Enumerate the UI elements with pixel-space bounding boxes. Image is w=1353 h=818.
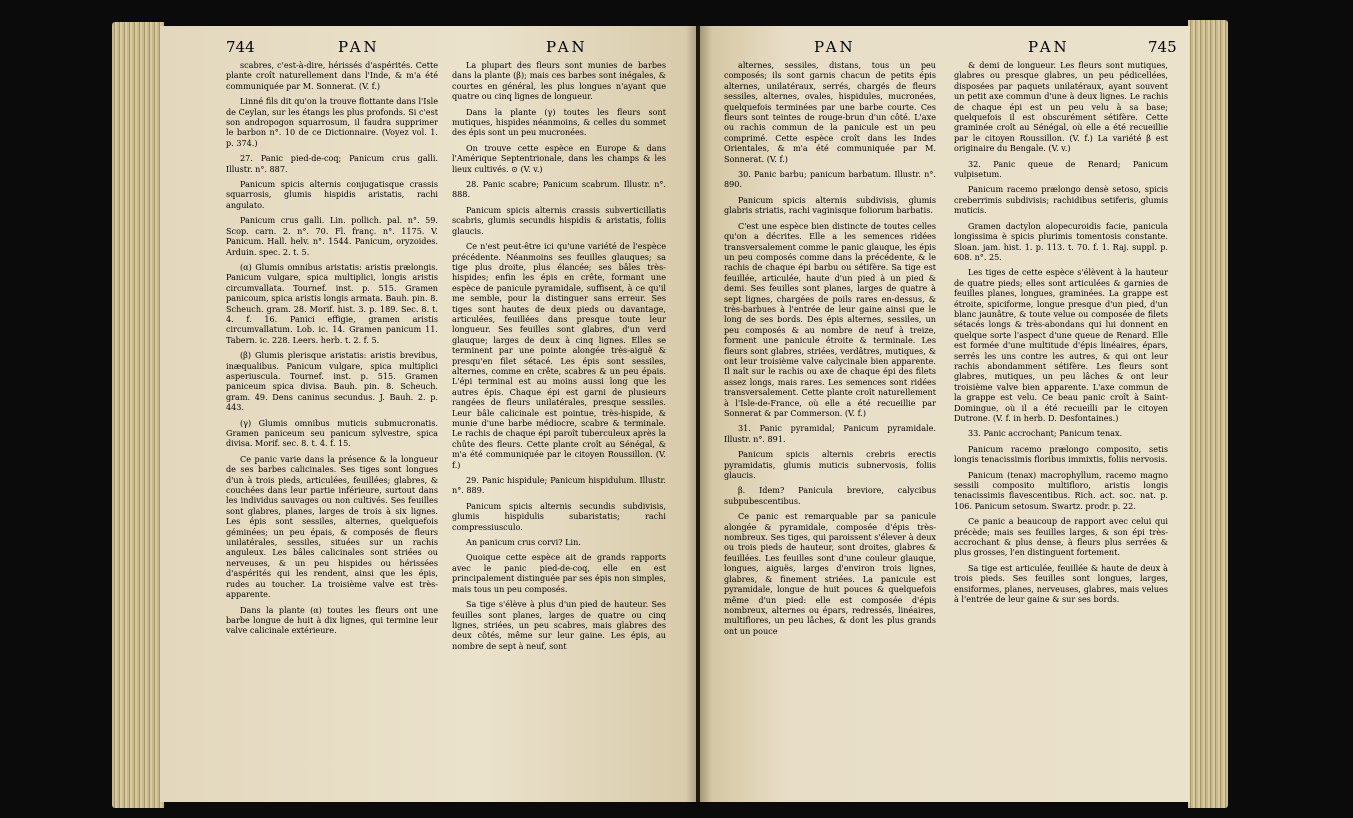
left-column-1 [226, 60, 438, 800]
left-column-2 [452, 60, 666, 800]
paragraph: 32. Panic queue de Renard; Panicum vulpisetum. [954, 158, 1168, 180]
right-column-1 [724, 60, 936, 800]
paragraph: La plupart des fleurs sont munies de barbes dans la plante (β); mais ces barbes sont inégales, & courtes en général, les plus longues n'ayant que quatre ou cinq lignes de longueur. [452, 60, 666, 102]
paragraph: Gramen dactylon alopecuroidis facie, panicula longissima è spicis plurimis tomentosis constante. Sloan. jam. hist. 1. p. 113. t. 70. f. 1. Raj. suppl. p. 608. n°. 25. [954, 220, 1168, 262]
right-running-head-2: PAN [1028, 38, 1070, 56]
paragraph: Ce panic varie dans la présence & la longueur de ses barbes calicinales. Ses tiges sont longues d'un à trois pieds, articulées, feuillées; glabres, & couchées dans leur partie inférieure, surtout dans les individus sauvages ou non cultivés. Ses feuilles sont glabres, planes, larges de trois à six lignes. Les épis sont sessiles, alternes, quelquefois géminées; un peu épais, & composés de fleurs unilatérales, sessiles, situées sur un rachis anguleux. Les bâles calicinales sont striées ou nerveuses, & un peu hispides ou hérissées d'aspérités qui les rendent, ainsi que les épis, rudes au toucher. La troisième valve est très-apparente. [226, 453, 438, 600]
paragraph: 27. Panic pied-de-coq; Panicum crus galli. Illustr. n°. 887. [226, 153, 438, 174]
left-page-number: 744 [226, 38, 255, 56]
paragraph: scabres, c'est-à-dire, hérissés d'aspérités. Cette plante croît naturellement dans l'Inde, & m'a été communiquée par M. Sonnerat. (V. f.) [226, 60, 438, 91]
paragraph: 30. Panic barbu; panicum barbatum. Illustr. n°. 890. [724, 169, 936, 190]
paragraph: Panicum racemo prælongo composito, setis longis tenacissimis floribus immixtis, foliis nervosis. [954, 443, 1168, 465]
paragraph: Panicum spicis alternis conjugatisque crassis squarrosis, glumis hispidis aristatis, rachi angulato. [226, 179, 438, 210]
paragraph: Sa tige s'élève à plus d'un pied de hauteur. Ses feuilles sont planes, larges de quatre ou cinq lignes, striées, un peu scabres, mais glabres des deux côtés, même sur leur gaine. Les épis, au nombre de sept à neuf, sont [452, 599, 666, 651]
book-gutter [686, 26, 712, 802]
paragraph: Panicum racemo prælongo densè setoso, spicis creberrimis subdivisis; rachidibus setiferis, glumis muticis. [954, 184, 1168, 216]
paragraph: An panicum crus corvi? Lin. [466, 537, 581, 548]
paragraph: Panicum spicis alternis secundis subdivisis, glumis hispidulis subaristatis; rachi compressiusculo. [452, 500, 666, 532]
paragraph: Sa tige est articulée, feuillée & haute de deux à trois pieds. Ses feuilles sont longues, larges, ensiformes, planes, nerveuses, glabres, mais velues à l'entrée de leur gaine & sur ses bords. [954, 562, 1168, 605]
paragraph: Panicum crus galli. Lin. pollich. pal. n°. 59. Scop. carn. 2. n°. 70. Fl. franç. n°. 1175. V. Panicum. Hall. helv. n°. 1544. Panicum, oryzoides. Arduin. spec. 2. t. 5. [226, 215, 438, 257]
paragraph: (α) Glumis omnibus aristatis: aristis prælongis. Panicum vulgare, spica multiplici, longis aristis circumvallata. Tournef. inst. p. 515. Gramen panicoum, spica aristis longis armata. Bauh. pin. 8. Scheuch. gram. 28. Morif. hist. 3. p. 189. Sec. 8. t. 4. f. 16. Panici effigie, gramen aristis circumvallatum. Lob. ic. 14. Gramen panicum 11. Tabern. ic. 228. Leers. herb. t. 2. f. 5. [226, 261, 438, 345]
paragraph: Panicum spicis alternis crassis subverticillatis scabris, glumis secundis hispidis & aristatis, foliis glaucis. [452, 204, 666, 236]
left-running-head-1: PAN [338, 38, 380, 56]
paragraph: β. Idem? Panicula breviore, calycibus subpubescentibus. [724, 485, 936, 506]
paragraph: (γ) Glumis omnibus muticis submucronatis. Gramen paniceum seu panicum sylvestre, spica divisa. Morif. sec. 8. t. 4. f. 15. [226, 417, 438, 449]
paragraph: (β) Glumis plerisque aristatis: aristis brevibus, inæqualibus. Panicum vulgare, spica multiplici asperiuscula. Tournef. inst. p. 515. Gramen paniceum spica divisa. Bauh. pin. 8. Scheuch. gram. 49. Dens caninus secundus. J. Bauh. 2. p. 443. [226, 350, 438, 413]
paragraph: Dans la plante (γ) toutes les fleurs sont mutiques, hispides néanmoins, & celles du sommet des épis sont un peu mucronées. [452, 106, 666, 138]
paragraph: & demi de longueur. Les fleurs sont mutiques, glabres ou presque glabres, un peu pédicellées, disposées par paquets unilatéraux, ayant souvent un petit axe commun d'une à deux lignes. Le rachis de chaque épi est un peu velu à sa base; quelquefois il est obscurément sétifère. Cette graminée croît au Sénégal, où elle a été recueillie par le citoyen Roussillon. (V. f.) La variété β est originaire du Bengale. (V. v.) [954, 60, 1168, 154]
left-page-edges [112, 22, 164, 808]
paragraph: 31. Panic pyramidal; Panicum pyramidale. Illustr. n°. 891. [724, 423, 936, 444]
paragraph: Ce panic a beaucoup de rapport avec celui qui précède; mais ses feuilles larges, & son épi très-accrochant & plus dense, à fleurs plus serrées & plus grosses, l'en distinguent fortement. [954, 516, 1168, 558]
paragraph: alternes, sessiles, distans, tous un peu composés; ils sont garnis chacun de petits épis alternes, unilatéraux, serrés, chargés de fleurs sessiles, alternes, ovales, hispidules, mucronées, quelquefois terminées par une barbe courte. Ces fleurs sont teintes de rouge-brun d'un côté. L'axe ou rachis commun de la panicule est un peu comprimé. Cette espèce croît dans les Indes Orientales, & m'a été communiquée par M. Sonnerat. (V. f.) [724, 60, 936, 164]
right-running-head-1: PAN [814, 38, 856, 56]
paragraph: Les tiges de cette espèce s'élèvent à la hauteur de quatre pieds; elles sont articulées & garnies de feuilles planes, longues, graminées. La grappe est étroite, spiciforme, longue presque d'un pied, d'un blanc jaunâtre, & toute velue ou composée de filets sétacés longs & très-abondans qui lui donnent en quelque sorte l'aspect d'une queue de Renard. Elle est formée d'une multitude d'épis linéaires, épars, serrés les uns contre les autres, & qui ont leur rachis abondamment sétifère. Les fleurs sont glabres, mutiques, un peu lâches & ont leur troisième valve bien apparente. L'axe commun de la grappe est velu. Ce beau panic croît à Saint-Domingue, où il a été recueilli par le citoyen Dutrone. (V. f. in herb. D. Desfontaines.) [954, 267, 1168, 423]
right-column-2 [954, 60, 1168, 800]
paragraph: Dans la plante (α) toutes les fleurs ont une barbe longue de huit à dix lignes, qui termine leur valve calicinale extérieure. [226, 604, 438, 636]
paragraph: 29. Panic hispidule; Panicum hispidulum. Illustr. n°. 889. [452, 475, 666, 496]
paragraph: 28. Panic scabre; Panicum scabrum. Illustr. n°. 888. [452, 179, 666, 200]
paragraph: 33. Panic accrochant; Panicum tenax. [968, 428, 1123, 439]
paragraph: Panicum (tenax) macrophyllum, racemo magno sessili composito multifloro, aristis longis tenacissimis flavescentibus. Rich. act. soc. nat. p. 106. Panicum setosum. Swartz. prodr. p. 22. [954, 469, 1168, 511]
paragraph: Ce n'est peut-être ici qu'une variété de l'espèce précédente. Néanmoins ses feuilles glauques; sa tige plus droite, plus élancée; ses bâles très-hispides; enfin les épis en crête, formant une espèce de panicule pyramidale, suffisent, à ce qu'il me semble, pour la distinguer sans erreur. Ses tiges sont hautes de deux pieds ou davantage, articulées, feuillées dans presque toute leur longueur. Ses feuilles sont glabres, d'un verd glauque; larges de deux à cinq lignes. Elles se terminent par une pointe alongée très-aiguë & presqu'en filet sétacé. Les épis sont sessiles, alternes, comme en crête, scabres & un peu épais. L'épi terminal est au moins aussi long que les autres épis. Chaque épi est garni de plusieurs rangées de fleurs unilatérales, presque sessiles. Leur bâle calicinale est pointue, très-hispide, & munie d'une barbe médiocre, scabre & terminale. Le rachis de chaque épi paroît tuberculeux après la chûte des fleurs. Cette plante croît au Sénégal, & m'a été communiquée par le citoyen Roussillon. (V. f.) [452, 241, 666, 470]
right-page-number: 745 [1148, 38, 1177, 56]
left-running-head-2: PAN [546, 38, 588, 56]
paragraph: Quoique cette espèce ait de grands rapports avec le panic pied-de-coq, elle en est principalement distinguée par ses épis non simples, mais tous un peu composés. [452, 552, 666, 594]
paragraph: Panicum spicis alternis subdivisis, glumis glabris striatis, rachi vaginisque foliorum barbatis. [724, 194, 936, 216]
paragraph: Linné fils dit qu'on la trouve flottante dans l'Isle de Ceylan, sur les étangs les plus profonds. Si c'est son andropogon squarrosum, il faudra supprimer le barbon n°. 10 de ce Dictionnaire. (Voyez vol. 1. p. 374.) [226, 96, 438, 148]
paragraph: C'est une espèce bien distincte de toutes celles qu'on a décrites. Elle a les semences ridées transversalement comme le panic glauque, les épis un peu composés comme dans la précédente, & le rachis de chaque épi barbu ou sétifère. Sa tige est feuillée, articulée, haute d'un pied à un pied & demi. Ses feuilles sont planes, larges de quatre à sept lignes, chargées de poils rares en-dessus, & très-barbues à l'entrée de leur gaine ainsi que le long de ses bords. Des épis alternes, sessiles, un peu composés & au nombre de neuf à treize, forment une panicule étroite & terminale. Les fleurs sont glabres, striées, verdâtres, mutiques, & ont leur troisième valve calycinale bien apparente. Il naît sur le rachis ou axe de chaque épi des filets assez longs, mais rares. Les semences sont ridées transversalement. Cette plante croît naturellement à l'Isle-de-France, où elle a été recueillie par Sonnerat & par Commerson. (V. f.) [724, 220, 936, 418]
right-page-edges [1188, 20, 1228, 808]
paragraph: Ce panic est remarquable par sa panicule alongée & pyramidale, composée d'épis très-nombreux. Ses tiges, qui paroissent s'élever à deux ou trois pieds de hauteur, sont droites, glabres & feuillées. Les feuilles sont d'une couleur glauque, longues, aiguës, larges d'environ trois lignes, glabres, & finement striées. La panicule est pyramidale, longue de huit pouces & quelquefois même d'un pied: elle est composée d'épis nombreux, alternes ou épars, redressés, linéaires, multiflores, un peu lâches, & dont les plus grands ont un pouce [724, 511, 936, 636]
paragraph: Panicum spicis alternis crebris erectis pyramidatis, glumis muticis subnervosis, foliis glaucis. [724, 449, 936, 481]
paragraph: On trouve cette espèce en Europe & dans l'Amérique Septentrionale, dans les champs & les lieux cultivés. ⊙ (V. v.) [452, 142, 666, 174]
